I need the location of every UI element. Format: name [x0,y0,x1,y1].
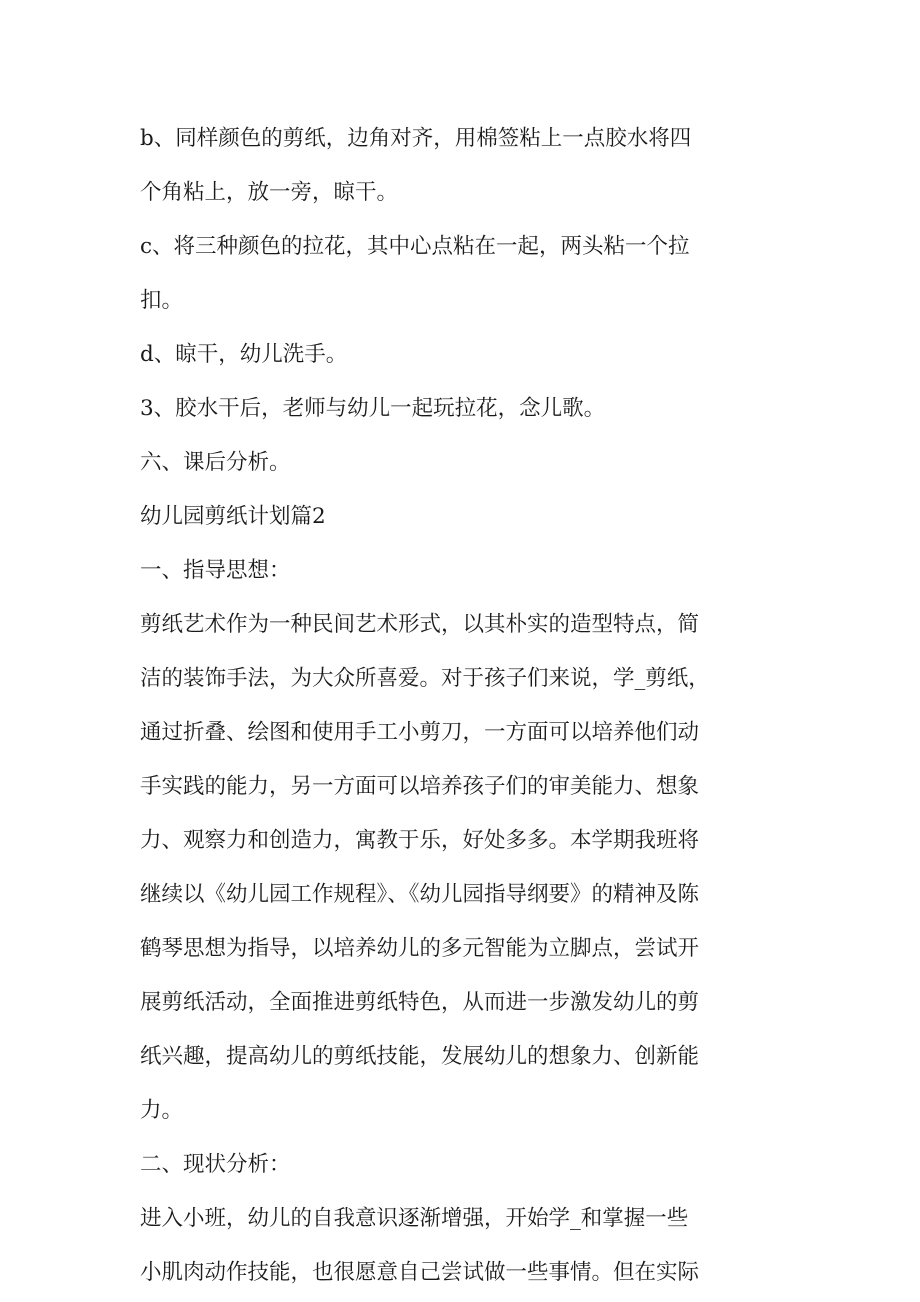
guiding-thought-line-10: 力。 [140,1098,184,1123]
guiding-thought-line-5: 力、观察力和创造力，寓教于乐，好处多多。本学期我班将 [140,828,700,853]
section-heading-post-class-analysis: 六、课后分析。 [140,450,291,475]
step-c-line-1: c、将三种颜色的拉花，其中心点粘在一起，两头粘一个拉 [140,234,690,259]
guiding-thought-line-3: 通过折叠、绘图和使用手工小剪刀，一方面可以培养他们动 [140,720,700,745]
guiding-thought-line-2: 洁的装饰手法，为大众所喜爱。对于孩子们来说，学_剪纸， [140,666,710,691]
step-b-line-2: 个角粘上，放一旁，晾干。 [140,180,399,205]
guiding-thought-line-1: 剪纸艺术作为一种民间艺术形式，以其朴实的造型特点，简 [140,612,700,637]
guiding-thought-line-7: 鹤琴思想为指导，以培养幼儿的多元智能为立脚点，尝试开 [140,936,700,961]
guiding-thought-line-9: 纸兴趣，提高幼儿的剪纸技能，发展幼儿的想象力、创新能 [140,1044,700,1069]
guiding-thought-line-8: 展剪纸活动，全面推进剪纸特色，从而进一步激发幼儿的剪 [140,990,700,1015]
step-d-line: d、晾干，幼儿洗手。 [140,342,348,367]
step-c-line-2: 扣。 [140,288,184,313]
section-heading-guiding-thought: 一、指导思想： [140,558,291,583]
section-heading-status-analysis: 二、现状分析： [140,1152,291,1177]
guiding-thought-line-6: 继续以《幼儿园工作规程》、《幼儿园指导纲要》的精神及陈 [140,882,700,907]
document-body [140,112,800,1300]
step-3-line: 3、胶水干后，老师与幼儿一起玩拉花，念儿歌。 [140,396,606,421]
guiding-thought-line-4: 手实践的能力，另一方面可以培养孩子们的审美能力、想象 [140,774,700,799]
step-b-line-1: b、同样颜色的剪纸，边角对齐，用棉签粘上一点胶水将四 [140,126,692,151]
status-analysis-line-1: 进入小班，幼儿的自我意识逐渐增强，开始学_和掌握一些 [140,1206,689,1231]
document-title-part-2: 幼儿园剪纸计划篇2 [140,504,326,529]
status-analysis-line-2: 小肌肉动作技能，也很愿意自己尝试做一些事情。但在实际 [140,1260,700,1285]
